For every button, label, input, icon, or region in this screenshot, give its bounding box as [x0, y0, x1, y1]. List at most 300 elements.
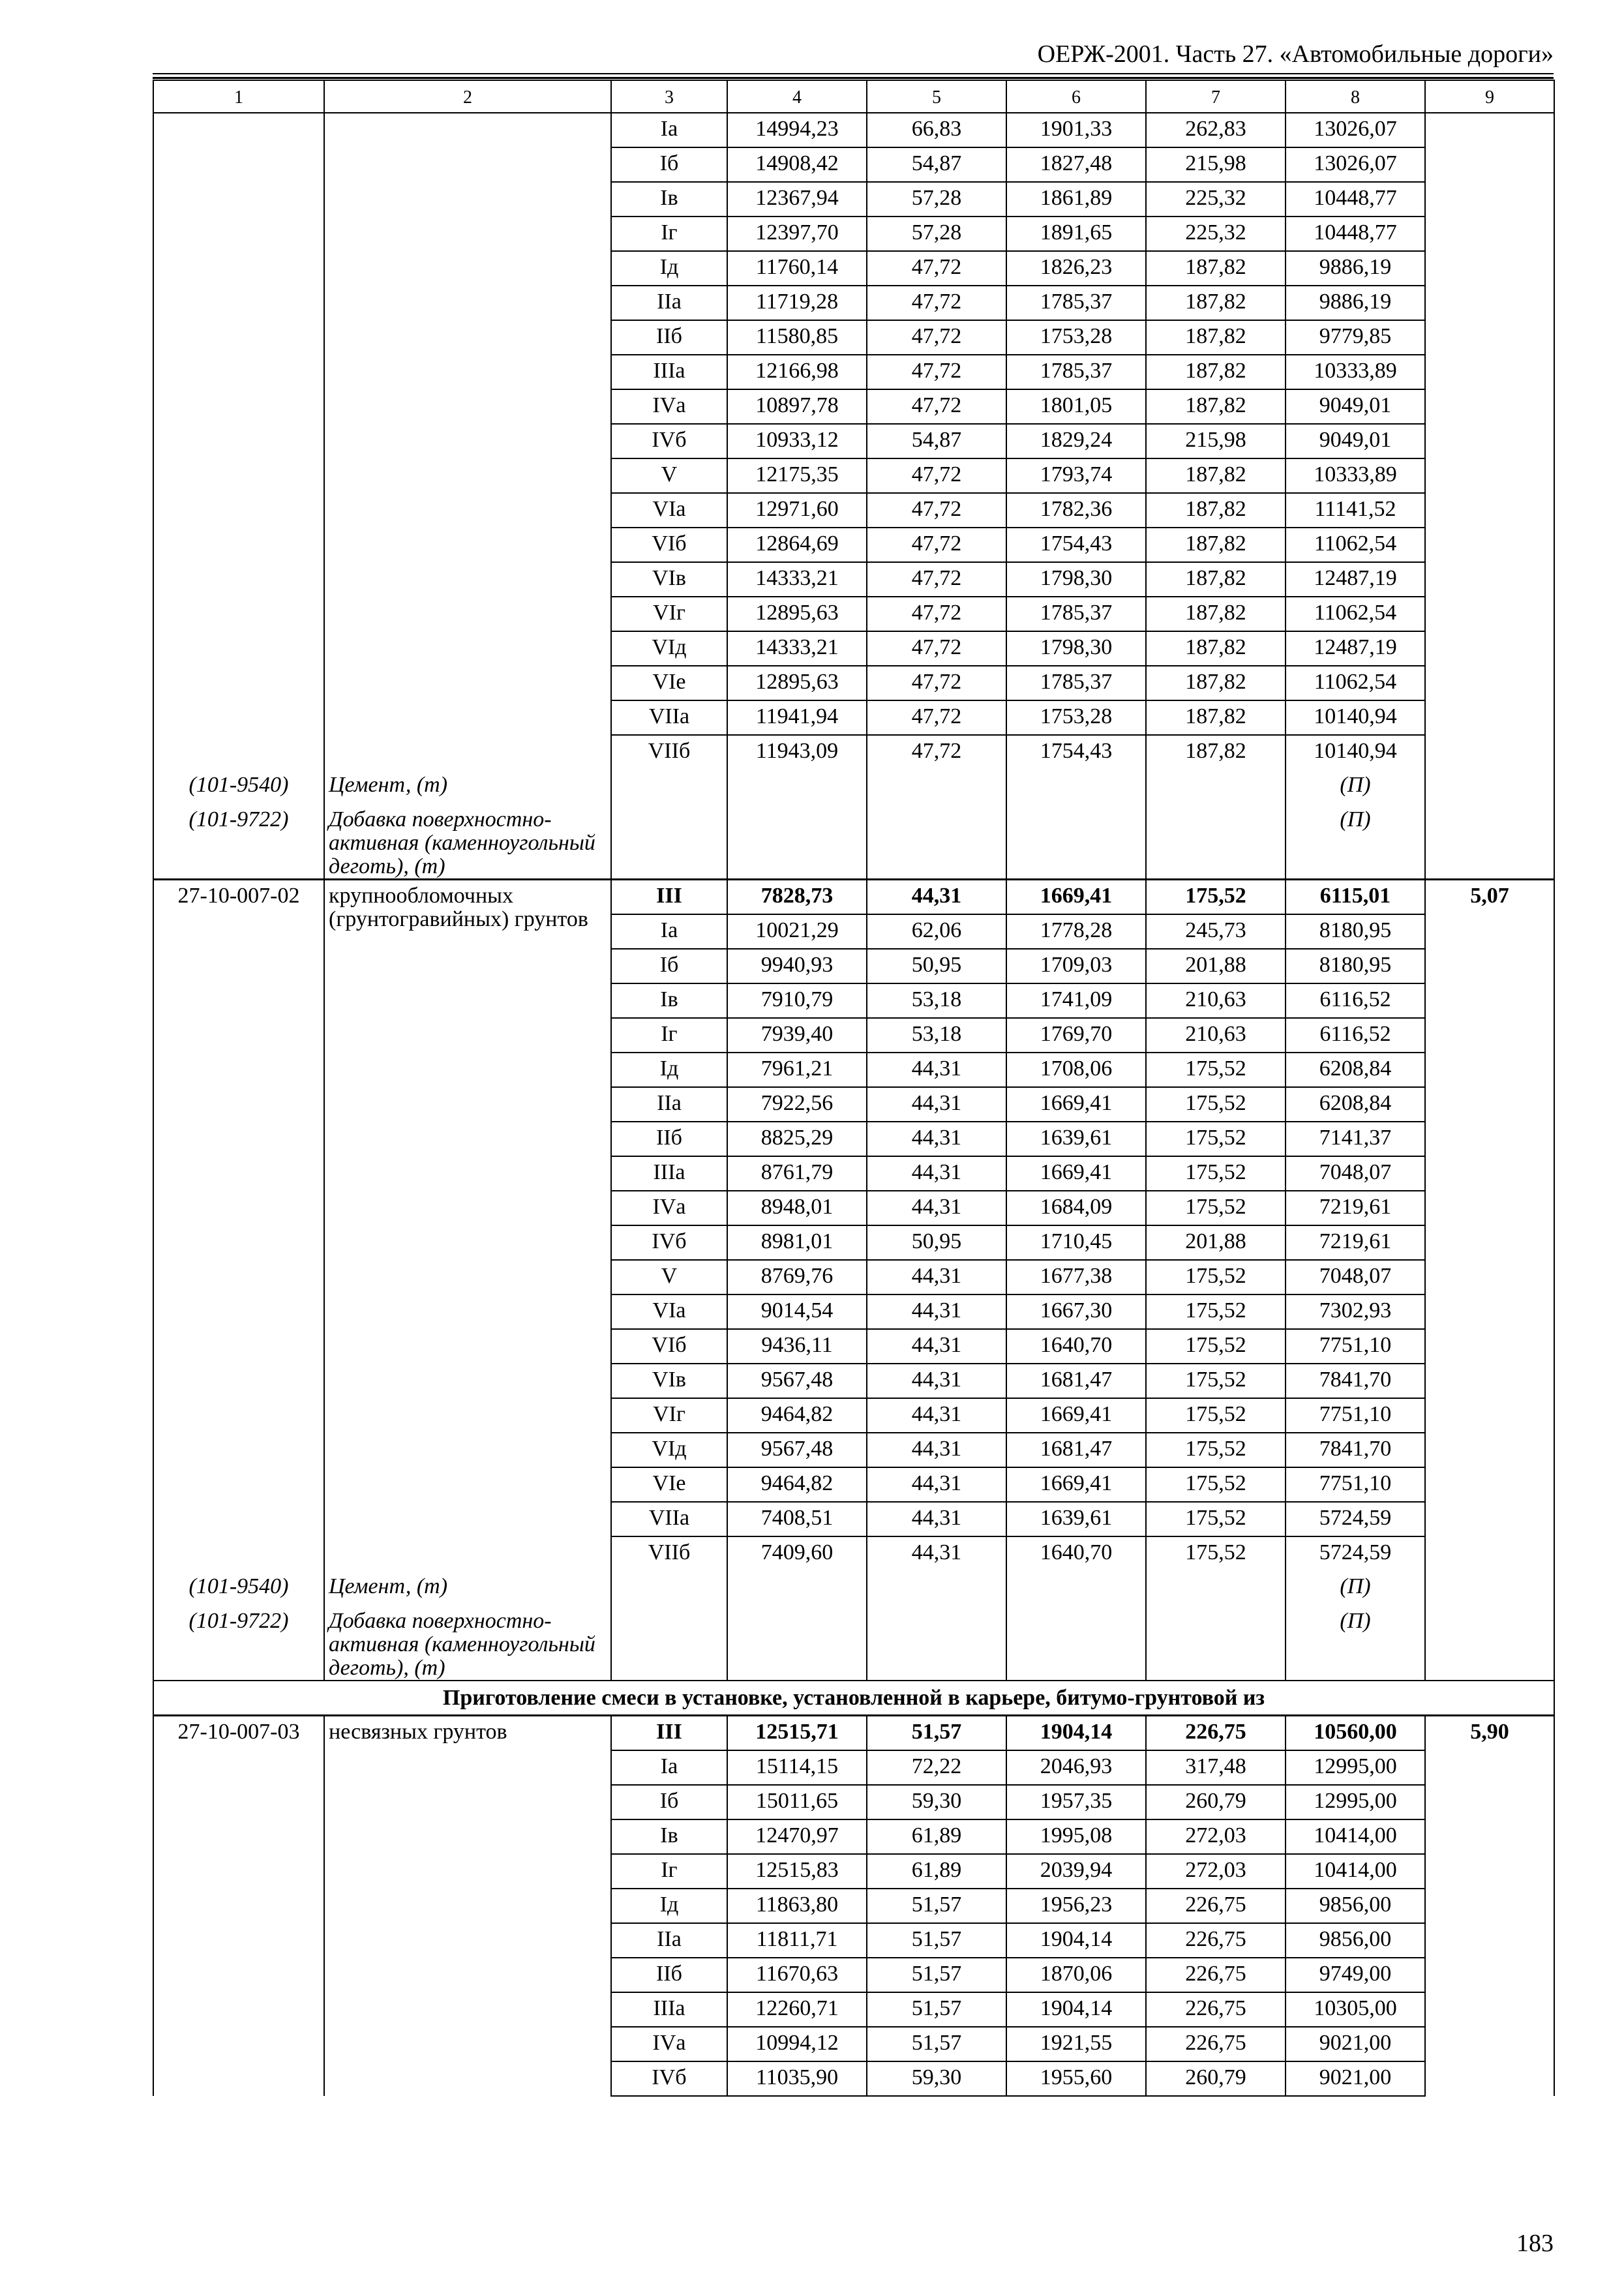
value-cell: 11580,85	[727, 320, 867, 355]
value-cell: 10933,12	[727, 424, 867, 458]
zone-cell: Iб	[611, 1785, 727, 1819]
value-cell: 47,72	[867, 389, 1006, 424]
zone-cell: Iб	[611, 147, 727, 182]
value-cell: 44,31	[867, 1087, 1006, 1122]
rate-code	[153, 113, 324, 770]
zone-cell: Iа	[611, 1750, 727, 1785]
value-cell: 12515,71	[727, 1716, 867, 1750]
table-row	[153, 880, 1554, 914]
value-cell: 12515,83	[727, 1854, 867, 1889]
value-cell: 12470,97	[727, 1819, 867, 1854]
value-cell: 187,82	[1146, 320, 1286, 355]
value-cell: 1667,30	[1006, 1294, 1146, 1329]
header-rule-thin	[153, 73, 1554, 74]
value-cell: 215,98	[1146, 147, 1286, 182]
value-cell: 11943,09	[727, 735, 867, 770]
zone-cell: VIа	[611, 1294, 727, 1329]
value-cell: 1677,38	[1006, 1260, 1146, 1294]
zone-cell: Iг	[611, 1854, 727, 1889]
zone-cell: VIб	[611, 528, 727, 562]
value-cell: 1754,43	[1006, 735, 1146, 770]
base-value-cell: 5,07	[1425, 880, 1554, 1681]
value-cell: 175,52	[1146, 1536, 1286, 1571]
zone-cell: IIа	[611, 286, 727, 320]
column-number: 4	[727, 80, 867, 113]
value-cell: 175,52	[1146, 1087, 1286, 1122]
value-cell: 175,52	[1146, 880, 1286, 914]
value-cell: 8825,29	[727, 1122, 867, 1156]
value-cell: 6116,52	[1286, 983, 1425, 1018]
value-cell: 226,75	[1146, 1923, 1286, 1958]
value-cell: 61,89	[867, 1819, 1006, 1854]
value-cell: 47,72	[867, 251, 1006, 286]
value-cell: 7219,61	[1286, 1191, 1425, 1225]
zone-cell: IVб	[611, 1225, 727, 1260]
value-cell: 9749,00	[1286, 1958, 1425, 1992]
value-cell: 47,72	[867, 355, 1006, 389]
material-value: (П)	[1286, 1571, 1425, 1606]
value-cell: 1901,33	[1006, 113, 1146, 147]
value-cell: 12260,71	[727, 1992, 867, 2027]
material-row	[153, 770, 1554, 804]
rate-code: 27-10-007-03	[153, 1716, 324, 2096]
value-cell: 44,31	[867, 1433, 1006, 1467]
value-cell: 12995,00	[1286, 1785, 1425, 1819]
value-cell: 8948,01	[727, 1191, 867, 1225]
value-cell: 262,83	[1146, 113, 1286, 147]
zone-cell: IIа	[611, 1923, 727, 1958]
value-cell: 1785,37	[1006, 286, 1146, 320]
value-cell: 44,31	[867, 1467, 1006, 1502]
empty-cell	[867, 770, 1006, 804]
zone-cell: VIг	[611, 1398, 727, 1433]
value-cell: 54,87	[867, 147, 1006, 182]
value-cell: 272,03	[1146, 1854, 1286, 1889]
value-cell: 175,52	[1146, 1122, 1286, 1156]
value-cell: 210,63	[1146, 983, 1286, 1018]
zone-cell: Iд	[611, 251, 727, 286]
value-cell: 175,52	[1146, 1156, 1286, 1191]
zone-cell: VIе	[611, 1467, 727, 1502]
value-cell: 47,72	[867, 493, 1006, 528]
value-cell: 7408,51	[727, 1502, 867, 1536]
zone-cell: IIIа	[611, 355, 727, 389]
empty-cell	[1006, 1606, 1146, 1681]
value-cell: 44,31	[867, 1364, 1006, 1398]
material-code: (101-9722)	[153, 1606, 324, 1681]
base-value-cell	[1425, 113, 1554, 880]
empty-cell	[1146, 804, 1286, 880]
rate-code: 27-10-007-02	[153, 880, 324, 1571]
zone-cell: Iа	[611, 113, 727, 147]
value-cell: 51,57	[867, 1716, 1006, 1750]
value-cell: 1904,14	[1006, 1923, 1146, 1958]
value-cell: 9567,48	[727, 1364, 867, 1398]
zone-cell: Iг	[611, 217, 727, 251]
value-cell: 175,52	[1146, 1260, 1286, 1294]
value-cell: 7409,60	[727, 1536, 867, 1571]
empty-cell	[1006, 804, 1146, 880]
value-cell: 62,06	[867, 914, 1006, 949]
value-cell: 175,52	[1146, 1294, 1286, 1329]
value-cell: 175,52	[1146, 1364, 1286, 1398]
value-cell: 44,31	[867, 1502, 1006, 1536]
value-cell: 187,82	[1146, 562, 1286, 597]
value-cell: 44,31	[867, 1294, 1006, 1329]
value-cell: 51,57	[867, 1889, 1006, 1923]
value-cell: 7841,70	[1286, 1433, 1425, 1467]
value-cell: 57,28	[867, 182, 1006, 217]
rate-description	[324, 113, 611, 770]
price-table	[153, 80, 1555, 2097]
value-cell: 175,52	[1146, 1467, 1286, 1502]
value-cell: 10305,00	[1286, 1992, 1425, 2027]
value-cell: 210,63	[1146, 1018, 1286, 1053]
value-cell: 54,87	[867, 424, 1006, 458]
value-cell: 1681,47	[1006, 1433, 1146, 1467]
zone-cell: VIг	[611, 597, 727, 631]
value-cell: 9886,19	[1286, 286, 1425, 320]
value-cell: 7828,73	[727, 880, 867, 914]
value-cell: 1669,41	[1006, 880, 1146, 914]
material-name: Добавка поверхностно-активная (каменноугольный деготь), (т)	[324, 804, 611, 880]
zone-cell: Iв	[611, 1819, 727, 1854]
value-cell: 8180,95	[1286, 949, 1425, 983]
value-cell: 187,82	[1146, 286, 1286, 320]
zone-cell: VIв	[611, 1364, 727, 1398]
zone-cell: VIIа	[611, 1502, 727, 1536]
value-cell: 7751,10	[1286, 1329, 1425, 1364]
value-cell: 66,83	[867, 113, 1006, 147]
zone-cell: Iв	[611, 983, 727, 1018]
value-cell: 10333,89	[1286, 458, 1425, 493]
value-cell: 5724,59	[1286, 1536, 1425, 1571]
column-number: 6	[1006, 80, 1146, 113]
value-cell: 44,31	[867, 1329, 1006, 1364]
empty-cell	[611, 1571, 727, 1606]
value-cell: 12487,19	[1286, 631, 1425, 666]
empty-cell	[867, 1606, 1006, 1681]
value-cell: 187,82	[1146, 528, 1286, 562]
value-cell: 225,32	[1146, 217, 1286, 251]
value-cell: 47,72	[867, 666, 1006, 700]
zone-cell: VIIа	[611, 700, 727, 735]
value-cell: 7048,07	[1286, 1260, 1425, 1294]
column-number: 8	[1286, 80, 1425, 113]
zone-cell: IIб	[611, 320, 727, 355]
value-cell: 51,57	[867, 2027, 1006, 2061]
value-cell: 1955,60	[1006, 2061, 1146, 2096]
value-cell: 12367,94	[727, 182, 867, 217]
empty-cell	[867, 1571, 1006, 1606]
rate-description: крупнообломочных (грунтогравийных) грунтов	[324, 880, 611, 1571]
value-cell: 44,31	[867, 1398, 1006, 1433]
material-value: (П)	[1286, 1606, 1425, 1681]
value-cell: 1921,55	[1006, 2027, 1146, 2061]
value-cell: 201,88	[1146, 1225, 1286, 1260]
value-cell: 1669,41	[1006, 1156, 1146, 1191]
material-row	[153, 1606, 1554, 1681]
material-value: (П)	[1286, 770, 1425, 804]
value-cell: 187,82	[1146, 355, 1286, 389]
value-cell: 7751,10	[1286, 1398, 1425, 1433]
value-cell: 10140,94	[1286, 700, 1425, 735]
value-cell: 1785,37	[1006, 597, 1146, 631]
value-cell: 7048,07	[1286, 1156, 1425, 1191]
zone-cell: IVб	[611, 424, 727, 458]
zone-cell: VIд	[611, 1433, 727, 1467]
value-cell: 1957,35	[1006, 1785, 1146, 1819]
zone-cell: Iв	[611, 182, 727, 217]
value-cell: 61,89	[867, 1854, 1006, 1889]
empty-cell	[611, 804, 727, 880]
value-cell: 226,75	[1146, 1716, 1286, 1750]
zone-cell: Iд	[611, 1889, 727, 1923]
value-cell: 59,30	[867, 2061, 1006, 2096]
value-cell: 1778,28	[1006, 914, 1146, 949]
value-cell: 1829,24	[1006, 424, 1146, 458]
value-cell: 7939,40	[727, 1018, 867, 1053]
zone-cell: V	[611, 458, 727, 493]
empty-cell	[1146, 770, 1286, 804]
value-cell: 1798,30	[1006, 631, 1146, 666]
value-cell: 175,52	[1146, 1053, 1286, 1087]
value-cell: 1826,23	[1006, 251, 1146, 286]
value-cell: 11035,90	[727, 2061, 867, 2096]
empty-cell	[611, 1606, 727, 1681]
material-code: (101-9540)	[153, 770, 324, 804]
value-cell: 1709,03	[1006, 949, 1146, 983]
value-cell: 15011,65	[727, 1785, 867, 1819]
zone-cell: III	[611, 880, 727, 914]
value-cell: 8761,79	[727, 1156, 867, 1191]
value-cell: 2039,94	[1006, 1854, 1146, 1889]
material-code: (101-9722)	[153, 804, 324, 880]
value-cell: 175,52	[1146, 1433, 1286, 1467]
value-cell: 53,18	[867, 983, 1006, 1018]
value-cell: 1669,41	[1006, 1467, 1146, 1502]
value-cell: 7141,37	[1286, 1122, 1425, 1156]
value-cell: 44,31	[867, 1122, 1006, 1156]
value-cell: 44,31	[867, 1053, 1006, 1087]
value-cell: 187,82	[1146, 700, 1286, 735]
zone-cell: IIIа	[611, 1992, 727, 2027]
value-cell: 51,57	[867, 1923, 1006, 1958]
value-cell: 187,82	[1146, 735, 1286, 770]
value-cell: 1639,61	[1006, 1122, 1146, 1156]
zone-cell: IIа	[611, 1087, 727, 1122]
value-cell: 9856,00	[1286, 1923, 1425, 1958]
empty-cell	[727, 804, 867, 880]
value-cell: 226,75	[1146, 1958, 1286, 1992]
column-number: 7	[1146, 80, 1286, 113]
value-cell: 8180,95	[1286, 914, 1425, 949]
value-cell: 1995,08	[1006, 1819, 1146, 1854]
value-cell: 245,73	[1146, 914, 1286, 949]
value-cell: 47,72	[867, 562, 1006, 597]
header-rule-thick	[153, 77, 1554, 79]
value-cell: 10140,94	[1286, 735, 1425, 770]
value-cell: 260,79	[1146, 1785, 1286, 1819]
value-cell: 10994,12	[727, 2027, 867, 2061]
value-cell: 11062,54	[1286, 528, 1425, 562]
value-cell: 14908,42	[727, 147, 867, 182]
value-cell: 10414,00	[1286, 1819, 1425, 1854]
value-cell: 9464,82	[727, 1467, 867, 1502]
value-cell: 14333,21	[727, 631, 867, 666]
value-cell: 1904,14	[1006, 1716, 1146, 1750]
value-cell: 1861,89	[1006, 182, 1146, 217]
value-cell: 187,82	[1146, 251, 1286, 286]
value-cell: 215,98	[1146, 424, 1286, 458]
value-cell: 175,52	[1146, 1329, 1286, 1364]
value-cell: 1753,28	[1006, 320, 1146, 355]
value-cell: 6116,52	[1286, 1018, 1425, 1053]
value-cell: 14333,21	[727, 562, 867, 597]
value-cell: 9856,00	[1286, 1889, 1425, 1923]
value-cell: 1904,14	[1006, 1992, 1146, 2027]
empty-cell	[1006, 1571, 1146, 1606]
zone-cell: Iб	[611, 949, 727, 983]
value-cell: 7910,79	[727, 983, 867, 1018]
value-cell: 1891,65	[1006, 217, 1146, 251]
value-cell: 10021,29	[727, 914, 867, 949]
value-cell: 260,79	[1146, 2061, 1286, 2096]
value-cell: 10560,00	[1286, 1716, 1425, 1750]
zone-cell: Iг	[611, 1018, 727, 1053]
value-cell: 12995,00	[1286, 1750, 1425, 1785]
value-cell: 10448,77	[1286, 182, 1425, 217]
material-name: Цемент, (т)	[324, 770, 611, 804]
value-cell: 47,72	[867, 700, 1006, 735]
value-cell: 12895,63	[727, 597, 867, 631]
section-title-row	[153, 1681, 1554, 1716]
empty-cell	[727, 1606, 867, 1681]
value-cell: 12175,35	[727, 458, 867, 493]
empty-cell	[1146, 1571, 1286, 1606]
zone-cell: IVа	[611, 2027, 727, 2061]
value-cell: 8981,01	[727, 1225, 867, 1260]
value-cell: 1782,36	[1006, 493, 1146, 528]
zone-cell: III	[611, 1716, 727, 1750]
value-cell: 12971,60	[727, 493, 867, 528]
zone-cell: IIIа	[611, 1156, 727, 1191]
column-number: 3	[611, 80, 727, 113]
zone-cell: VIIб	[611, 735, 727, 770]
value-cell: 6208,84	[1286, 1087, 1425, 1122]
column-number: 2	[324, 80, 611, 113]
value-cell: 14994,23	[727, 113, 867, 147]
value-cell: 7302,93	[1286, 1294, 1425, 1329]
zone-cell: VIIб	[611, 1536, 727, 1571]
value-cell: 1681,47	[1006, 1364, 1146, 1398]
value-cell: 7219,61	[1286, 1225, 1425, 1260]
value-cell: 11670,63	[727, 1958, 867, 1992]
zone-cell: VIд	[611, 631, 727, 666]
value-cell: 47,72	[867, 631, 1006, 666]
value-cell: 187,82	[1146, 631, 1286, 666]
value-cell: 12166,98	[727, 355, 867, 389]
table-row	[153, 113, 1554, 147]
value-cell: 1754,43	[1006, 528, 1146, 562]
value-cell: 57,28	[867, 217, 1006, 251]
empty-cell	[867, 804, 1006, 880]
value-cell: 1870,06	[1006, 1958, 1146, 1992]
value-cell: 8769,76	[727, 1260, 867, 1294]
value-cell: 1793,74	[1006, 458, 1146, 493]
empty-cell	[1146, 1606, 1286, 1681]
value-cell: 6208,84	[1286, 1053, 1425, 1087]
value-cell: 5724,59	[1286, 1502, 1425, 1536]
column-number-row	[153, 80, 1554, 113]
section-title: Приготовление смеси в установке, установленной в карьере, битумо-грунтовой из	[153, 1681, 1554, 1716]
value-cell: 9049,01	[1286, 424, 1425, 458]
value-cell: 1640,70	[1006, 1536, 1146, 1571]
value-cell: 59,30	[867, 1785, 1006, 1819]
value-cell: 226,75	[1146, 1889, 1286, 1923]
value-cell: 15114,15	[727, 1750, 867, 1785]
value-cell: 72,22	[867, 1750, 1006, 1785]
value-cell: 1785,37	[1006, 666, 1146, 700]
value-cell: 9779,85	[1286, 320, 1425, 355]
value-cell: 9464,82	[727, 1398, 867, 1433]
material-name: Добавка поверхностно-активная (каменноугольный деготь), (т)	[324, 1606, 611, 1681]
value-cell: 12487,19	[1286, 562, 1425, 597]
column-number: 1	[153, 80, 324, 113]
value-cell: 9567,48	[727, 1433, 867, 1467]
value-cell: 47,72	[867, 528, 1006, 562]
value-cell: 12397,70	[727, 217, 867, 251]
material-row	[153, 1571, 1554, 1606]
value-cell: 11863,80	[727, 1889, 867, 1923]
value-cell: 47,72	[867, 597, 1006, 631]
value-cell: 11062,54	[1286, 666, 1425, 700]
value-cell: 7751,10	[1286, 1467, 1425, 1502]
value-cell: 187,82	[1146, 493, 1286, 528]
value-cell: 226,75	[1146, 2027, 1286, 2061]
value-cell: 317,48	[1146, 1750, 1286, 1785]
value-cell: 201,88	[1146, 949, 1286, 983]
value-cell: 11760,14	[727, 251, 867, 286]
column-number: 5	[867, 80, 1006, 113]
material-name: Цемент, (т)	[324, 1571, 611, 1606]
material-row	[153, 804, 1554, 880]
value-cell: 9940,93	[727, 949, 867, 983]
value-cell: 51,57	[867, 1958, 1006, 1992]
value-cell: 1684,09	[1006, 1191, 1146, 1225]
empty-cell	[1006, 770, 1146, 804]
value-cell: 47,72	[867, 286, 1006, 320]
zone-cell: IVа	[611, 389, 727, 424]
value-cell: 187,82	[1146, 458, 1286, 493]
value-cell: 1710,45	[1006, 1225, 1146, 1260]
zone-cell: V	[611, 1260, 727, 1294]
value-cell: 225,32	[1146, 182, 1286, 217]
zone-cell: VIв	[611, 562, 727, 597]
value-cell: 1769,70	[1006, 1018, 1146, 1053]
value-cell: 9436,11	[727, 1329, 867, 1364]
value-cell: 44,31	[867, 1536, 1006, 1571]
value-cell: 47,72	[867, 458, 1006, 493]
value-cell: 44,31	[867, 1156, 1006, 1191]
value-cell: 1669,41	[1006, 1398, 1146, 1433]
value-cell: 187,82	[1146, 666, 1286, 700]
value-cell: 1669,41	[1006, 1087, 1146, 1122]
value-cell: 44,31	[867, 1191, 1006, 1225]
zone-cell: VIе	[611, 666, 727, 700]
value-cell: 13026,07	[1286, 147, 1425, 182]
value-cell: 44,31	[867, 1260, 1006, 1294]
